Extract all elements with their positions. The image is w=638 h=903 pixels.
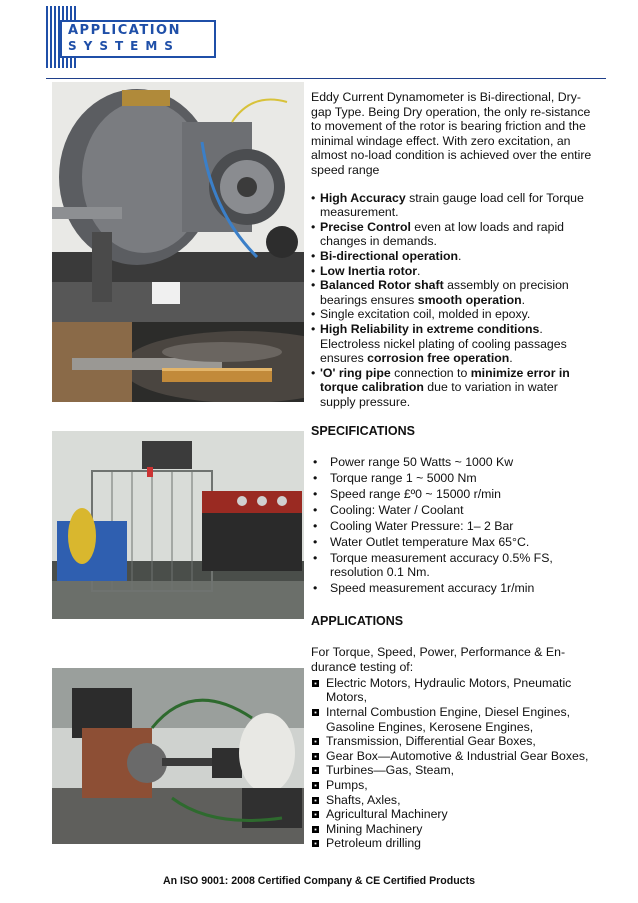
- list-item: Gear Box—Automotive & Industrial Gear Boxes,: [311, 749, 595, 764]
- list-item: • High Reliability in extreme conditions. Electroless nickel plating of cooling passages ensures corrosion free operation.: [311, 322, 595, 366]
- intro-section: [311, 90, 595, 409]
- header-rule: [46, 78, 606, 79]
- applications-section: [311, 614, 595, 851]
- list-item: • Torque range 1 ~ 5000 Nm: [311, 471, 595, 486]
- logo-line-1: APPLICATION: [68, 23, 181, 38]
- list-item: Transmission, Differential Gear Boxes,: [311, 734, 595, 749]
- specifications-list: [311, 455, 595, 596]
- list-item: • Single excitation coil, molded in epoxy.: [311, 307, 595, 322]
- list-item: Agricultural Machinery: [311, 807, 595, 822]
- applications-intro: For Torque, Speed, Power, Performance & En-durance testing of:: [311, 644, 566, 675]
- list-item: • Balanced Rotor shaft assembly on precision bearings ensures smooth operation.: [311, 278, 595, 307]
- list-item: • Low Inertia rotor.: [311, 264, 595, 279]
- list-item: • Precise Control even at low loads and rapid changes in demands.: [311, 220, 595, 249]
- footer-certification: An ISO 9001: 2008 Certified Company & CE Certified Products: [162, 875, 475, 887]
- list-item: Electric Motors, Hydraulic Motors, Pneumatic Motors,: [311, 676, 595, 705]
- list-item: Turbines—Gas, Steam,: [311, 763, 595, 778]
- list-item: • Torque measurement accuracy 0.5% FS, resolution 0.1 Nm.: [311, 551, 595, 580]
- list-item: Shafts, Axles,: [311, 793, 595, 808]
- list-item: • Cooling: Water / Coolant: [311, 503, 595, 518]
- list-item: Pumps,: [311, 778, 595, 793]
- rotor-closeup-photo: [52, 322, 304, 402]
- gearbox-test-rig-photo: [52, 668, 304, 844]
- specifications-section: [311, 424, 595, 597]
- logo-line-2: SYSTEMS: [68, 39, 180, 53]
- list-item: • Power range 50 Watts ~ 1000 Kw: [311, 455, 595, 470]
- list-item: • High Accuracy strain gauge load cell for Torque measurement.: [311, 191, 595, 220]
- applications-list: [311, 676, 595, 851]
- list-item: • Speed measurement accuracy 1r/min: [311, 581, 595, 596]
- feature-list: [311, 191, 595, 410]
- engine-test-rig-photo: [52, 431, 304, 619]
- list-item: • Bi-directional operation.: [311, 249, 595, 264]
- dynamometer-photo: [52, 82, 304, 322]
- intro-paragraph: Eddy Current Dynamometer is Bi-directional, Dry-gap Type. Being Dry operation, the only re-sistance to movement of the rotor is bearing friction and the minimal windage effect. With zero excitation, an almost no-load condition is achieved over the entire speed range: [311, 90, 592, 177]
- list-item: Internal Combustion Engine, Diesel Engines, Gasoline Engines, Kerosene Engines,: [311, 705, 595, 734]
- company-logo: [46, 6, 214, 68]
- list-item: • Water Outlet temperature Max 65°C.: [311, 535, 595, 550]
- list-item: • 'O' ring pipe connection to minimize error in torque calibration due to variation in water supply pressure.: [311, 366, 595, 410]
- applications-heading: APPLICATIONS: [311, 614, 404, 628]
- list-item: • Speed range £º0 ~ 15000 r/min: [311, 487, 595, 502]
- logo-box: [60, 20, 216, 58]
- list-item: Mining Machinery: [311, 822, 595, 837]
- list-item: • Cooling Water Pressure: 1– 2 Bar: [311, 519, 595, 534]
- list-item: Petroleum drilling: [311, 836, 595, 851]
- specifications-heading: SPECIFICATIONS: [311, 424, 415, 438]
